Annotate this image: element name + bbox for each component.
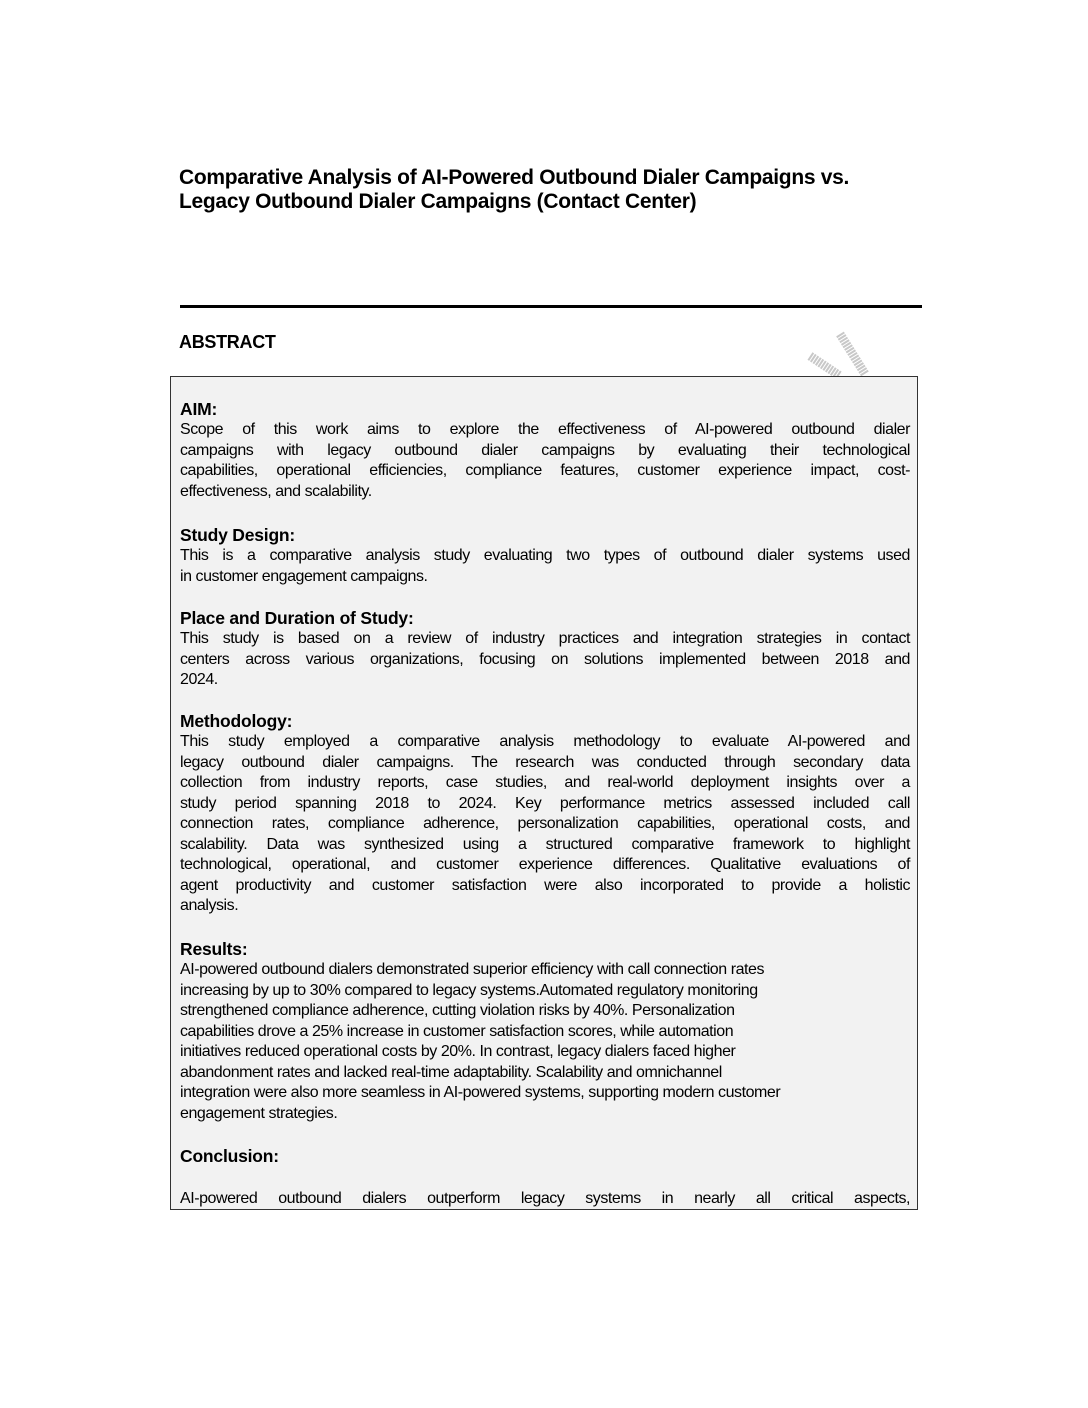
text-line: This study employed a comparative analysis methodology to evaluate AI-powered and xyxy=(180,733,910,750)
text-line: engagement strategies. xyxy=(180,1104,338,1122)
text-line: abandonment rates and lacked real-time adaptability. Scalability and omnichannel xyxy=(180,1063,722,1081)
text-line: capabilities drove a 25% increase in customer satisfaction scores, while automation xyxy=(180,1022,734,1040)
section-methodology xyxy=(180,710,910,917)
section-results xyxy=(180,938,910,1124)
text-line: technological, operational, and customer experience differences. Qualitative evaluations of xyxy=(180,856,910,873)
section-study-design xyxy=(180,524,910,587)
text-line: integration were also more seamless in AI-powered systems, supporting modern customer xyxy=(180,1084,781,1101)
section-aim xyxy=(180,398,910,502)
abstract-box xyxy=(170,376,918,1210)
section-heading: AIM: xyxy=(180,399,218,419)
text-line: scalability. Data was synthesized using a structured comparative framework to highlight xyxy=(180,835,910,853)
text-line: increasing by up to 30% compared to legacy systems.Automated regulatory monitoring xyxy=(180,981,758,999)
section-place-duration xyxy=(180,607,910,691)
section-heading: Results: xyxy=(180,939,248,959)
section-heading: Study Design: xyxy=(180,525,296,545)
text-line: AI-powered outbound dialers outperform legacy systems in nearly all critical aspects, xyxy=(180,1190,910,1207)
abstract-heading: ABSTRACT xyxy=(179,332,276,352)
section-heading: Methodology: xyxy=(180,711,293,731)
section-heading: Conclusion: xyxy=(180,1146,279,1166)
text-line: effectiveness, and scalability. xyxy=(180,482,372,500)
text-line: This is a comparative analysis study evaluating two types of outbound dialer systems used xyxy=(180,547,910,564)
text-line: legacy outbound dialer campaigns. The research was conducted through secondary data xyxy=(180,753,910,771)
title-divider xyxy=(180,305,922,308)
text-line: analysis. xyxy=(180,897,239,914)
text-line: Scope of this work aims to explore the effectiveness of AI-powered outbound dialer xyxy=(180,421,910,438)
text-line: capabilities, operational efficiencies, compliance features, customer experience impact, cost- xyxy=(180,462,910,479)
section-conclusion xyxy=(180,1145,910,1210)
text-line: agent productivity and customer satisfaction were also incorporated to provide a holistic xyxy=(180,876,910,894)
title-line: Comparative Analysis of AI-Powered Outbound Dialer Campaigns vs. xyxy=(179,166,850,189)
section-heading: Place and Duration of Study: xyxy=(180,608,414,628)
text-line: collection from industry reports, case studies, and real-world deployment insights over a xyxy=(180,774,910,791)
text-line: centers across various organizations, focusing on solutions implemented between 2018 and xyxy=(180,650,910,668)
text-line: AI-powered outbound dialers demonstrated superior efficiency with call connection rates xyxy=(180,961,765,978)
title-line: Legacy Outbound Dialer Campaigns (Contact Center) xyxy=(179,190,697,213)
watermark-icon xyxy=(790,326,880,376)
paper-title xyxy=(179,166,849,214)
text-line: initiatives reduced operational costs by 20%. In contrast, legacy dialers faced higher xyxy=(180,1043,736,1060)
text-line: in customer engagement campaigns. xyxy=(180,567,428,585)
text-line: This study is based on a review of industry practices and integration strategies in contact xyxy=(180,630,910,647)
text-line: 2024. xyxy=(180,671,218,688)
text-line: study period spanning 2018 to 2024. Key performance metrics assessed included call xyxy=(180,794,910,812)
text-line: connection rates, compliance adherence, personalization capabilities, operational costs, and xyxy=(180,815,910,832)
text-line: strengthened compliance adherence, cutting violation risks by 40%. Personalization xyxy=(180,1002,735,1019)
text-line: campaigns with legacy outbound dialer campaigns by evaluating their technological xyxy=(180,441,910,459)
